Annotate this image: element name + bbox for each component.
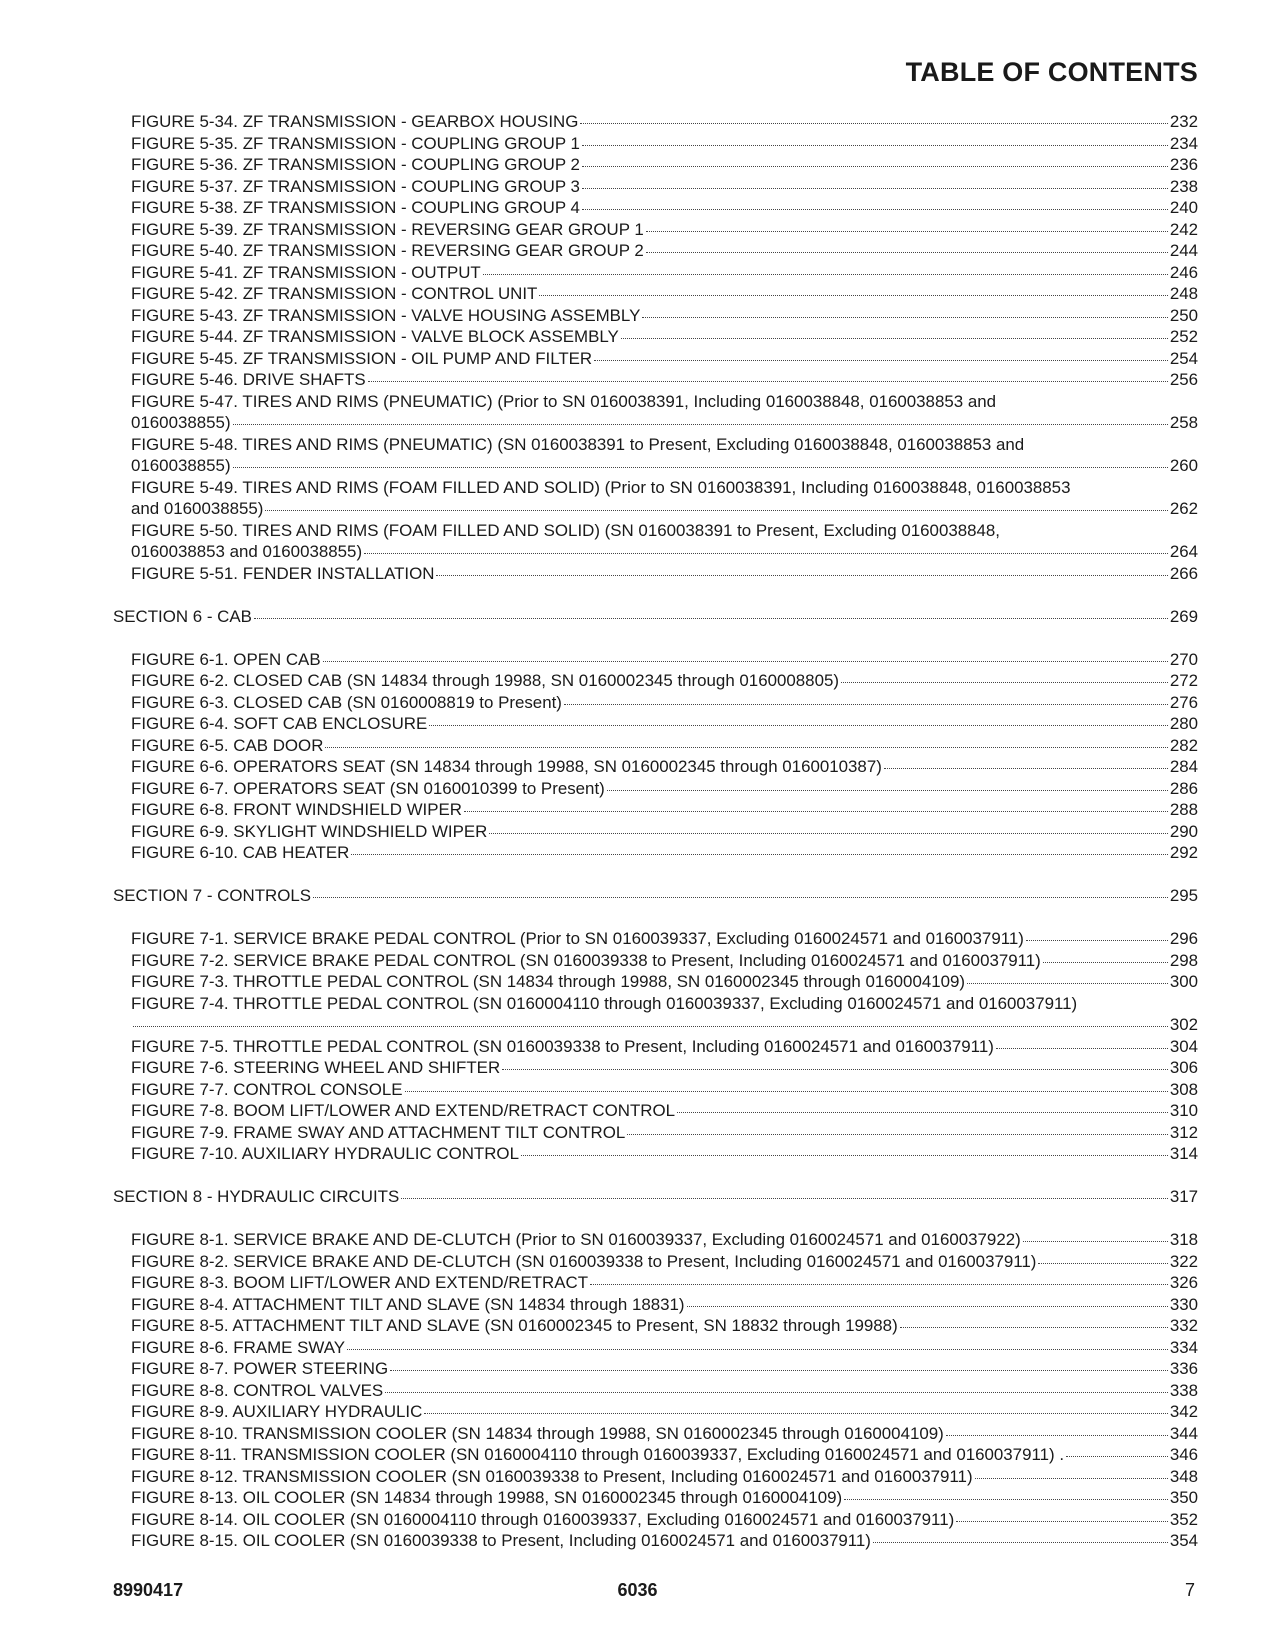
dot-leader	[582, 209, 1168, 210]
figure-title: FIGURE 7-5. THROTTLE PEDAL CONTROL (SN 0160039338 to Present, Including 0160024571 and 0160037911)	[131, 1036, 994, 1056]
dot-leader	[956, 1521, 1168, 1522]
figure-title: FIGURE 8-1. SERVICE BRAKE AND DE-CLUTCH (Prior to SN 0160039337, Excluding 0160024571 and 0160037922)	[131, 1230, 1021, 1249]
toc-entry-first-line: FIGURE 5-50. TIRES AND RIMS (FOAM FILLED AND SOLID) (SN 0160038391 to Present, Excluding 0160038848,	[131, 520, 1001, 540]
document-number: 8990417	[113, 1580, 184, 1600]
dot-leader	[677, 1112, 1168, 1113]
dot-leader	[642, 317, 1167, 318]
toc-figure-entry[interactable]	[0, 1143, 1275, 1165]
toc-figure-entry[interactable]	[0, 735, 1275, 757]
toc-figure-entry[interactable]	[0, 928, 1275, 950]
figure-title: FIGURE 6-8. FRONT WINDSHIELD WIPER	[131, 800, 462, 819]
toc-figure-entry[interactable]	[0, 971, 1275, 993]
toc-section-entry[interactable]	[0, 885, 1275, 907]
dot-leader	[687, 1306, 1168, 1307]
figure-title: FIGURE 7-8. BOOM LIFT/LOWER AND EXTEND/RETRACT CONTROL	[131, 1101, 676, 1120]
toc-figure-entry[interactable]	[0, 1251, 1275, 1273]
dot-leader	[582, 166, 1168, 167]
figure-title: FIGURE 8-10. TRANSMISSION COOLER (SN 14834 through 19988, SN 0160002345 through 0160004109)	[131, 1423, 944, 1443]
toc-figure-entry[interactable]	[0, 455, 1275, 477]
dot-leader	[580, 123, 1167, 124]
figure-title: and 0160038855)	[131, 499, 264, 518]
toc-figure-entry[interactable]	[0, 1272, 1275, 1294]
toc-figure-entry[interactable]	[0, 1315, 1275, 1337]
dot-leader	[607, 790, 1168, 791]
toc-entry-first-line: FIGURE 5-48. TIRES AND RIMS (PNEUMATIC) (SN 0160038391 to Present, Excluding 0160038848, 0160038853 and	[131, 434, 1025, 454]
figure-title: FIGURE 8-15. OIL COOLER (SN 0160039338 to Present, Including 0160024571 and 0160037911)	[131, 1531, 871, 1550]
figure-title: FIGURE 7-2. SERVICE BRAKE PEDAL CONTROL (SN 0160039338 to Present, Including 0160024571 and 0160037911)	[131, 950, 1041, 970]
toc-figure-entry[interactable]	[0, 262, 1275, 284]
dot-leader	[325, 747, 1167, 748]
toc-figure-entry[interactable]	[0, 1380, 1275, 1402]
dot-leader	[539, 295, 1167, 296]
figure-title: FIGURE 5-38. ZF TRANSMISSION - COUPLING GROUP 4	[131, 198, 580, 217]
dot-leader	[946, 1435, 1168, 1436]
figure-title: FIGURE 5-41. ZF TRANSMISSION - OUTPUT	[131, 262, 481, 282]
dot-leader	[900, 1327, 1168, 1328]
figure-title: FIGURE 5-35. ZF TRANSMISSION - COUPLING GROUP 1	[131, 133, 580, 153]
dot-leader	[133, 1026, 1168, 1027]
dot-leader	[368, 381, 1168, 382]
table-of-contents	[0, 111, 1275, 1552]
toc-page-number: 262	[1169, 499, 1198, 518]
figure-title: FIGURE 7-6. STEERING WHEEL AND SHIFTER	[131, 1058, 501, 1077]
figure-title: 0160038855)	[131, 456, 231, 475]
dot-leader	[347, 1349, 1168, 1350]
section-title: SECTION 6 - CAB	[113, 606, 252, 626]
toc-figure-entry[interactable]	[0, 649, 1275, 671]
dot-leader	[590, 1284, 1168, 1285]
toc-entry-first-line: FIGURE 5-49. TIRES AND RIMS (FOAM FILLED AND SOLID) (Prior to SN 0160038391, Including 0160038848, 0160038853	[131, 477, 1071, 497]
figure-title: FIGURE 5-37. ZF TRANSMISSION - COUPLING GROUP 3	[131, 176, 580, 196]
toc-page-number: 288	[1169, 800, 1198, 819]
toc-page-number: 312	[1169, 1122, 1198, 1142]
toc-figure-entry[interactable]	[0, 713, 1275, 735]
toc-figure-entry[interactable]	[0, 692, 1275, 714]
dot-leader	[996, 1048, 1168, 1049]
dot-leader	[265, 510, 1167, 511]
toc-page-number: 310	[1169, 1101, 1198, 1120]
dot-leader	[582, 188, 1168, 189]
dot-leader	[385, 1392, 1168, 1393]
toc-figure-entry[interactable]	[0, 133, 1275, 155]
toc-figure-entry[interactable]	[0, 219, 1275, 241]
dot-leader	[323, 661, 1168, 662]
figure-title: FIGURE 7-7. CONTROL CONSOLE	[131, 1079, 403, 1099]
toc-figure-entry[interactable]	[0, 498, 1275, 520]
toc-page-number: 318	[1169, 1230, 1198, 1249]
figure-title: 0160038855)	[131, 413, 231, 432]
toc-page-number: 276	[1169, 692, 1198, 712]
figure-title: FIGURE 8-12. TRANSMISSION COOLER (SN 0160039338 to Present, Including 0160024571 and 0160037911)	[131, 1466, 973, 1486]
toc-page-number: 322	[1169, 1251, 1198, 1271]
figure-title: FIGURE 5-44. ZF TRANSMISSION - VALVE BLOCK ASSEMBLY	[131, 327, 619, 346]
figure-title: FIGURE 8-3. BOOM LIFT/LOWER AND EXTEND/RETRACT	[131, 1273, 589, 1292]
figure-title: FIGURE 5-40. ZF TRANSMISSION - REVERSING GEAR GROUP 2	[131, 241, 644, 260]
toc-figure-entry[interactable]	[0, 176, 1275, 198]
toc-figure-entry[interactable]	[0, 412, 1275, 434]
toc-page-number: 326	[1169, 1273, 1198, 1292]
section-title: SECTION 7 - CONTROLS	[113, 886, 312, 905]
dot-leader	[646, 252, 1168, 253]
toc-figure-entry[interactable]	[0, 305, 1275, 327]
toc-page-number: 242	[1169, 219, 1198, 239]
figure-title: FIGURE 5-36. ZF TRANSMISSION - COUPLING GROUP 2	[131, 155, 580, 174]
toc-entry-first-line: FIGURE 5-47. TIRES AND RIMS (PNEUMATIC) (Prior to SN 0160038391, Including 0160038848, 0160038853 and	[131, 391, 997, 411]
dot-leader	[844, 1499, 1168, 1500]
toc-page-number: 332	[1169, 1316, 1198, 1335]
toc-page-number: 240	[1169, 198, 1198, 217]
figure-title: FIGURE 5-51. FENDER INSTALLATION	[131, 563, 435, 583]
figure-title: FIGURE 8-11. TRANSMISSION COOLER (SN 0160004110 through 0160039337, Excluding 0160024571 and 0160037911) .	[131, 1445, 1065, 1464]
toc-figure-entry[interactable]	[0, 1036, 1275, 1058]
figure-title: FIGURE 5-39. ZF TRANSMISSION - REVERSING GEAR GROUP 1	[131, 219, 644, 239]
figure-title: FIGURE 8-5. ATTACHMENT TILT AND SLAVE (SN 0160002345 to Present, SN 18832 through 19988)	[131, 1316, 898, 1335]
toc-page-number: 232	[1169, 112, 1198, 131]
dot-leader	[436, 575, 1167, 576]
dot-leader	[1043, 962, 1168, 963]
toc-figure-entry[interactable]	[0, 197, 1275, 219]
toc-page-number: 254	[1169, 348, 1198, 368]
dot-leader	[841, 682, 1168, 683]
toc-figure-entry[interactable]	[0, 1509, 1275, 1531]
toc-figure-entry[interactable]	[0, 670, 1275, 692]
figure-title: FIGURE 6-9. SKYLIGHT WINDSHIELD WIPER	[131, 821, 488, 841]
toc-page-number: 284	[1169, 757, 1198, 776]
dot-leader	[594, 360, 1168, 361]
toc-figure-entry[interactable]	[0, 1100, 1275, 1122]
figure-title: FIGURE 8-2. SERVICE BRAKE AND DE-CLUTCH (SN 0160039338 to Present, Including 0160024571 and 0160037911)	[131, 1251, 1037, 1271]
toc-figure-entry[interactable]	[0, 756, 1275, 778]
toc-figure-entry[interactable]	[0, 1014, 1275, 1036]
toc-page-number: 308	[1169, 1079, 1198, 1099]
toc-figure-entry[interactable]	[0, 842, 1275, 864]
toc-page-number: 350	[1169, 1488, 1198, 1507]
toc-page-number: 256	[1169, 370, 1198, 389]
figure-title: FIGURE 7-10. AUXILIARY HYDRAULIC CONTROL	[131, 1144, 519, 1163]
toc-page-number: 295	[1169, 886, 1198, 905]
figure-title: FIGURE 8-14. OIL COOLER (SN 0160004110 through 0160039337, Excluding 0160024571 and 0160037911)	[131, 1509, 955, 1529]
figure-title: FIGURE 6-1. OPEN CAB	[131, 649, 321, 669]
toc-page-number: 246	[1169, 262, 1198, 282]
toc-figure-entry[interactable]	[0, 283, 1275, 305]
toc-figure-entry[interactable]	[0, 821, 1275, 843]
toc-figure-entry[interactable]	[0, 1444, 1275, 1466]
toc-page-number: 252	[1169, 327, 1198, 346]
toc-page-number: 330	[1169, 1294, 1198, 1314]
toc-figure-entry[interactable]	[0, 799, 1275, 821]
toc-page-number: 264	[1169, 542, 1198, 561]
toc-page-number: 282	[1169, 735, 1198, 755]
figure-title: FIGURE 6-3. CLOSED CAB (SN 0160008819 to Present)	[131, 692, 562, 712]
toc-page-number: 334	[1169, 1337, 1198, 1357]
figure-title: FIGURE 6-5. CAB DOOR	[131, 735, 324, 755]
toc-figure-entry[interactable]	[0, 348, 1275, 370]
dot-leader	[521, 1155, 1168, 1156]
page-number: 7	[1184, 1580, 1195, 1600]
toc-figure-entry[interactable]	[0, 1423, 1275, 1445]
figure-title: FIGURE 5-34. ZF TRANSMISSION - GEARBOX HOUSING	[131, 112, 579, 131]
dot-leader	[351, 854, 1167, 855]
toc-page-number: 286	[1169, 778, 1198, 798]
toc-figure-entry[interactable]	[0, 154, 1275, 176]
dot-leader	[975, 1478, 1168, 1479]
toc-page-number: 266	[1169, 563, 1198, 583]
toc-page-number: 296	[1169, 929, 1198, 948]
toc-figure-entry[interactable]	[0, 1358, 1275, 1380]
toc-figure-entry[interactable]	[0, 1466, 1275, 1488]
toc-page-number: 270	[1169, 649, 1198, 669]
dot-leader	[884, 768, 1168, 769]
toc-figure-entry[interactable]	[0, 369, 1275, 391]
figure-title: FIGURE 5-43. ZF TRANSMISSION - VALVE HOUSING ASSEMBLY	[131, 305, 641, 325]
toc-figure-entry[interactable]	[0, 326, 1275, 348]
toc-figure-entry[interactable]	[0, 240, 1275, 262]
dot-leader	[1023, 1241, 1168, 1242]
toc-page-number: 244	[1169, 241, 1198, 260]
toc-page-number: 300	[1169, 972, 1198, 991]
dot-leader	[401, 1198, 1168, 1199]
dot-leader	[564, 704, 1168, 705]
figure-title: FIGURE 5-46. DRIVE SHAFTS	[131, 370, 366, 389]
toc-page-number: 302	[1169, 1015, 1198, 1034]
toc-page-number: 354	[1169, 1531, 1198, 1550]
toc-figure-entry[interactable]	[0, 1122, 1275, 1144]
dot-leader	[582, 145, 1168, 146]
toc-page-number: 260	[1169, 456, 1198, 475]
toc-page-number: 250	[1169, 305, 1198, 325]
dot-leader	[483, 274, 1168, 275]
dot-leader	[967, 983, 1168, 984]
toc-figure-entry[interactable]	[0, 111, 1275, 133]
toc-page-number: 290	[1169, 821, 1198, 841]
figure-title: FIGURE 8-9. AUXILIARY HYDRAULIC	[131, 1402, 423, 1421]
toc-figure-entry[interactable]	[0, 1487, 1275, 1509]
toc-page-number: 346	[1169, 1445, 1198, 1464]
figure-title: FIGURE 7-3. THROTTLE PEDAL CONTROL (SN 14834 through 19988, SN 0160002345 through 0160004109)	[131, 972, 966, 991]
page-footer	[0, 1580, 1275, 1604]
toc-figure-entry[interactable]	[0, 1401, 1275, 1423]
figure-title: FIGURE 6-6. OPERATORS SEAT (SN 14834 through 19988, SN 0160002345 through 0160010387)	[131, 757, 882, 776]
figure-title: FIGURE 8-4. ATTACHMENT TILT AND SLAVE (SN 14834 through 18831)	[131, 1294, 685, 1314]
toc-figure-entry[interactable]	[0, 778, 1275, 800]
dot-leader	[627, 1134, 1168, 1135]
toc-figure-entry[interactable]	[0, 541, 1275, 563]
dot-leader	[502, 1069, 1168, 1070]
toc-page-number: 344	[1169, 1423, 1198, 1443]
toc-page-number: 336	[1169, 1359, 1198, 1378]
dot-leader	[429, 725, 1168, 726]
figure-title: FIGURE 6-4. SOFT CAB ENCLOSURE	[131, 714, 428, 733]
figure-title: FIGURE 8-6. FRAME SWAY	[131, 1337, 345, 1357]
toc-section-entry[interactable]	[0, 1186, 1275, 1208]
dot-leader	[621, 338, 1168, 339]
toc-figure-entry[interactable]	[0, 1057, 1275, 1079]
dot-leader	[313, 897, 1168, 898]
figure-title: FIGURE 7-9. FRAME SWAY AND ATTACHMENT TILT CONTROL	[131, 1122, 626, 1142]
toc-page-number: 248	[1169, 284, 1198, 303]
figure-title: FIGURE 5-42. ZF TRANSMISSION - CONTROL UNIT	[131, 284, 538, 303]
figure-title: FIGURE 6-10. CAB HEATER	[131, 843, 350, 862]
toc-page-number: 342	[1169, 1402, 1198, 1421]
model-number: 6036	[617, 1580, 658, 1600]
toc-page-number: 258	[1169, 413, 1198, 432]
figure-title: FIGURE 8-13. OIL COOLER (SN 14834 through 19988, SN 0160002345 through 0160004109)	[131, 1488, 843, 1507]
dot-leader	[1026, 940, 1168, 941]
figure-title: FIGURE 6-7. OPERATORS SEAT (SN 0160010399 to Present)	[131, 778, 605, 798]
toc-page-number: 238	[1169, 176, 1198, 196]
dot-leader	[424, 1413, 1168, 1414]
toc-figure-entry[interactable]	[0, 1337, 1275, 1359]
dot-leader	[233, 467, 1168, 468]
toc-figure-entry[interactable]	[0, 950, 1275, 972]
toc-entry-first-line: FIGURE 7-4. THROTTLE PEDAL CONTROL (SN 0160004110 through 0160039337, Excluding 0160024571 and 0160037911)	[131, 993, 1078, 1013]
toc-figure-entry[interactable]	[0, 1079, 1275, 1101]
dot-leader	[364, 553, 1168, 554]
dot-leader	[405, 1091, 1168, 1092]
toc-page-number: 236	[1169, 155, 1198, 174]
dot-leader	[233, 424, 1168, 425]
toc-section-entry[interactable]	[0, 606, 1275, 628]
figure-title: FIGURE 8-8. CONTROL VALVES	[131, 1380, 384, 1400]
dot-leader	[1038, 1263, 1167, 1264]
toc-page-number: 234	[1169, 133, 1198, 153]
toc-page-number: 348	[1169, 1466, 1198, 1486]
dot-leader	[254, 618, 1168, 619]
dot-leader	[1066, 1456, 1168, 1457]
toc-page-number: 314	[1169, 1144, 1198, 1163]
dot-leader	[873, 1542, 1168, 1543]
toc-page-number: 317	[1169, 1187, 1198, 1206]
toc-page-number: 292	[1169, 843, 1198, 862]
figure-title: FIGURE 7-1. SERVICE BRAKE PEDAL CONTROL (Prior to SN 0160039337, Excluding 0160024571 and 0160037911)	[131, 929, 1024, 948]
toc-page-number: 338	[1169, 1380, 1198, 1400]
toc-figure-entry[interactable]	[0, 1229, 1275, 1251]
section-title: SECTION 8 - HYDRAULIC CIRCUITS	[113, 1187, 400, 1206]
figure-title: FIGURE 8-7. POWER STEERING	[131, 1359, 389, 1378]
dot-leader	[646, 231, 1168, 232]
toc-page-number: 272	[1169, 671, 1198, 690]
toc-page-number: 280	[1169, 714, 1198, 733]
toc-page-number: 304	[1169, 1036, 1198, 1056]
toc-page-number: 269	[1169, 606, 1198, 626]
figure-title: 0160038853 and 0160038855)	[131, 542, 363, 561]
figure-title: FIGURE 6-2. CLOSED CAB (SN 14834 through 19988, SN 0160002345 through 0160008805)	[131, 671, 839, 690]
dot-leader	[489, 833, 1167, 834]
dot-leader	[390, 1370, 1168, 1371]
toc-figure-entry[interactable]	[0, 1294, 1275, 1316]
toc-figure-entry[interactable]	[0, 563, 1275, 585]
toc-page-number: 352	[1169, 1509, 1198, 1529]
figure-title: FIGURE 5-45. ZF TRANSMISSION - OIL PUMP AND FILTER	[131, 348, 593, 368]
page-title: TABLE OF CONTENTS	[905, 57, 1198, 87]
dot-leader	[464, 811, 1168, 812]
toc-figure-entry[interactable]	[0, 1530, 1275, 1552]
toc-page-number: 306	[1169, 1058, 1198, 1077]
toc-page-number: 298	[1169, 950, 1198, 970]
